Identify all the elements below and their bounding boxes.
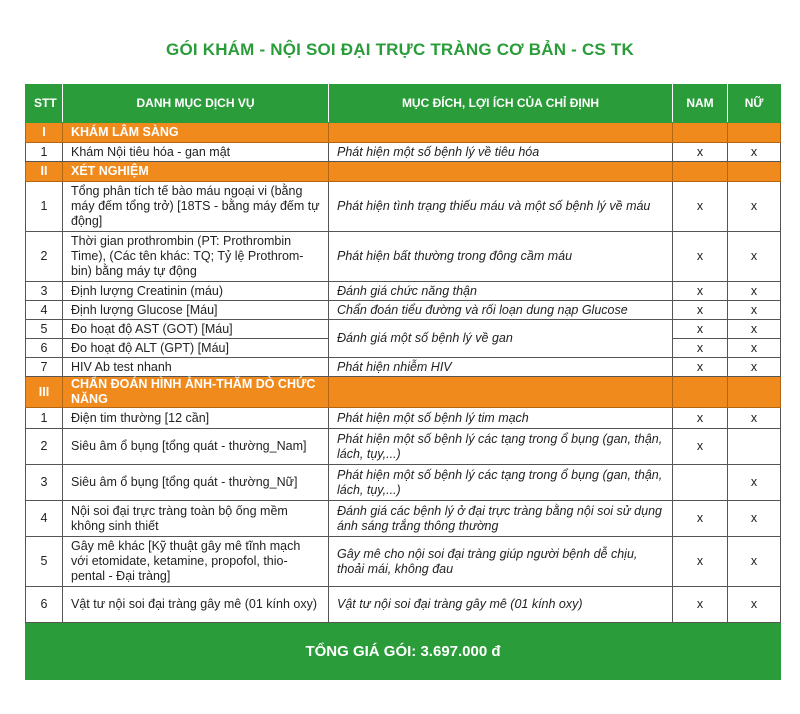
row-male-mark: x bbox=[673, 232, 728, 282]
section-row-imaging bbox=[26, 377, 781, 408]
row-male-mark: x bbox=[673, 143, 728, 162]
header-male: NAM bbox=[673, 85, 728, 123]
section-title: XÉT NGHIỆM bbox=[63, 162, 329, 182]
header-stt: STT bbox=[26, 85, 63, 123]
row-male-mark: x bbox=[673, 429, 728, 465]
row-female-mark: x bbox=[728, 182, 781, 232]
row-female-mark: x bbox=[728, 320, 781, 339]
table-row bbox=[26, 320, 781, 339]
section-number: I bbox=[26, 123, 63, 143]
row-service: Định lượng Creatinin (máu) bbox=[63, 282, 329, 301]
row-female-mark: x bbox=[728, 339, 781, 358]
table-header-row bbox=[26, 85, 781, 123]
table-row bbox=[26, 465, 781, 501]
total-price: TỔNG GIÁ GÓI: 3.697.000 đ bbox=[26, 623, 781, 680]
row-stt: 3 bbox=[26, 465, 63, 501]
table-row bbox=[26, 358, 781, 377]
row-stt: 2 bbox=[26, 232, 63, 282]
row-benefit: Phát hiện tình trạng thiếu máu và một số bệnh lý về máu bbox=[329, 182, 673, 232]
row-stt: 1 bbox=[26, 182, 63, 232]
row-benefit: Chẩn đoán tiểu đường và rối loạn dung nạp Glucose bbox=[329, 301, 673, 320]
section-row-clinical bbox=[26, 123, 781, 143]
row-stt: 6 bbox=[26, 587, 63, 623]
table-row bbox=[26, 182, 781, 232]
table-row bbox=[26, 429, 781, 465]
row-male-mark: x bbox=[673, 182, 728, 232]
row-benefit: Đánh giá chức năng thận bbox=[329, 282, 673, 301]
header-female: NỮ bbox=[728, 85, 781, 123]
section-title: CHẨN ĐOÁN HÌNH ẢNH-THĂM DÒ CHỨC NĂNG bbox=[63, 377, 329, 408]
row-male-mark: x bbox=[673, 501, 728, 537]
row-service: Đo hoạt độ ALT (GPT) [Máu] bbox=[63, 339, 329, 358]
total-row bbox=[26, 623, 781, 680]
row-benefit: Vật tư nội soi đại tràng gây mê (01 kính oxy) bbox=[329, 587, 673, 623]
section-number: III bbox=[26, 377, 63, 408]
table-row bbox=[26, 143, 781, 162]
row-female-mark bbox=[728, 429, 781, 465]
row-male-mark: x bbox=[673, 587, 728, 623]
row-service: Khám Nội tiêu hóa - gan mật bbox=[63, 143, 329, 162]
header-benefit: MỤC ĐÍCH, LỢI ÍCH CỦA CHỈ ĐỊNH bbox=[329, 85, 673, 123]
row-service: Đo hoạt độ AST (GOT) [Máu] bbox=[63, 320, 329, 339]
row-stt: 7 bbox=[26, 358, 63, 377]
row-stt: 6 bbox=[26, 339, 63, 358]
row-female-mark: x bbox=[728, 232, 781, 282]
row-benefit: Đánh giá các bệnh lý ở đại trực tràng bằng nội soi sử dụng ánh sáng trắng thông thường bbox=[329, 501, 673, 537]
table-row bbox=[26, 301, 781, 320]
table-row bbox=[26, 232, 781, 282]
row-service: Định lượng Glucose [Máu] bbox=[63, 301, 329, 320]
page-title: GÓI KHÁM - NỘI SOI ĐẠI TRỰC TRÀNG CƠ BẢN - CS TK bbox=[166, 40, 634, 59]
row-service: Nội soi đại trực tràng toàn bộ ống mềm không sinh thiết bbox=[63, 501, 329, 537]
section-row-tests bbox=[26, 162, 781, 182]
header-service: DANH MỤC DỊCH VỤ bbox=[63, 85, 329, 123]
row-male-mark: x bbox=[673, 282, 728, 301]
row-female-mark: x bbox=[728, 358, 781, 377]
table-row bbox=[26, 282, 781, 301]
row-benefit: Phát hiện một số bệnh lý về tiêu hóa bbox=[329, 143, 673, 162]
table-row bbox=[26, 408, 781, 429]
row-stt: 4 bbox=[26, 301, 63, 320]
row-female-mark: x bbox=[728, 537, 781, 587]
row-female-mark: x bbox=[728, 408, 781, 429]
table-row bbox=[26, 587, 781, 623]
row-service: HIV Ab test nhanh bbox=[63, 358, 329, 377]
row-female-mark: x bbox=[728, 301, 781, 320]
table-row bbox=[26, 501, 781, 537]
row-stt: 5 bbox=[26, 320, 63, 339]
row-service: Siêu âm ổ bụng [tổng quát - thường_Nam] bbox=[63, 429, 329, 465]
row-male-mark: x bbox=[673, 320, 728, 339]
row-male-mark: x bbox=[673, 408, 728, 429]
service-package-table bbox=[25, 84, 781, 680]
row-benefit: Phát hiện một số bệnh lý các tạng trong ổ bụng (gan, thận, lách, tụy,...) bbox=[329, 465, 673, 501]
row-benefit: Gây mê cho nội soi đại tràng giúp người bệnh dễ chịu, thoải mái, không đau bbox=[329, 537, 673, 587]
row-female-mark: x bbox=[728, 587, 781, 623]
row-male-mark: x bbox=[673, 339, 728, 358]
row-service: Siêu âm ổ bụng [tổng quát - thường_Nữ] bbox=[63, 465, 329, 501]
row-service: Thời gian prothrombin (PT: Prothrombin Time), (Các tên khác: TQ; Tỷ lệ Prothrom-bin) bằng máy tự động bbox=[63, 232, 329, 282]
row-female-mark: x bbox=[728, 465, 781, 501]
row-male-mark: x bbox=[673, 358, 728, 377]
row-male-mark: x bbox=[673, 301, 728, 320]
row-benefit: Phát hiện một số bệnh lý tim mạch bbox=[329, 408, 673, 429]
row-benefit: Phát hiện bất thường trong đông cầm máu bbox=[329, 232, 673, 282]
section-number: II bbox=[26, 162, 63, 182]
row-benefit: Phát hiện một số bệnh lý các tạng trong ổ bụng (gan, thận, lách, tụy,...) bbox=[329, 429, 673, 465]
row-female-mark: x bbox=[728, 501, 781, 537]
row-service: Vật tư nội soi đại tràng gây mê (01 kính oxy) bbox=[63, 587, 329, 623]
row-male-mark: x bbox=[673, 537, 728, 587]
table-row bbox=[26, 537, 781, 587]
row-female-mark: x bbox=[728, 282, 781, 301]
row-benefit-merged: Đánh giá một số bệnh lý về gan bbox=[329, 320, 673, 358]
row-male-mark bbox=[673, 465, 728, 501]
row-stt: 1 bbox=[26, 408, 63, 429]
row-stt: 4 bbox=[26, 501, 63, 537]
row-stt: 3 bbox=[26, 282, 63, 301]
section-title: KHÁM LÂM SÀNG bbox=[63, 123, 329, 143]
row-female-mark: x bbox=[728, 143, 781, 162]
row-benefit: Phát hiện nhiễm HIV bbox=[329, 358, 673, 377]
row-service: Điện tim thường [12 cần] bbox=[63, 408, 329, 429]
row-stt: 1 bbox=[26, 143, 63, 162]
row-stt: 5 bbox=[26, 537, 63, 587]
row-service: Tổng phân tích tế bào máu ngoại vi (bằng máy đếm tổng trở) [18TS - bằng máy đếm tự động] bbox=[63, 182, 329, 232]
row-service: Gây mê khác [Kỹ thuật gây mê tĩnh mạch với etomidate, ketamine, propofol, thio-pental - Đại tràng] bbox=[63, 537, 329, 587]
row-stt: 2 bbox=[26, 429, 63, 465]
